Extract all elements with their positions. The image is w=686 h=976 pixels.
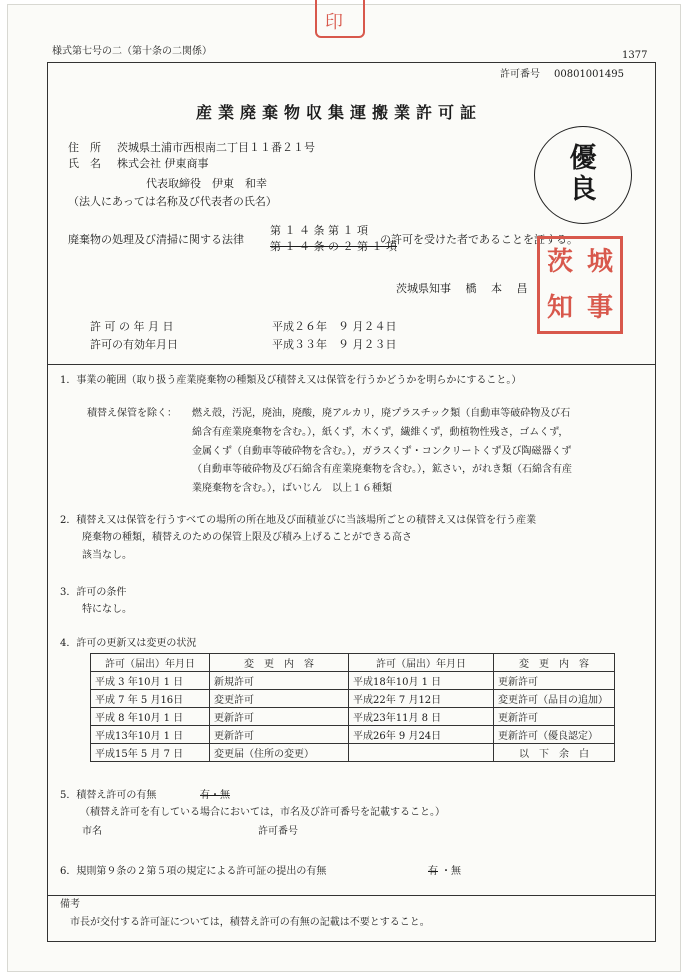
certificate-title: 産業廃棄物収集運搬業許可証 <box>196 103 483 122</box>
permit-date-label: 許 可 の 年 月 日 <box>90 320 174 333</box>
scope-line: 業廃棄物を含む。），ばいじん 以上１６種類 <box>192 483 392 494</box>
remarks-label: 備考 <box>60 899 80 910</box>
remarks-text: 市長が交付する許可証については，積替え許可の有無の記載は不要とすること。 <box>70 917 430 928</box>
table-cell: 変更許可（品目の追加） <box>494 690 615 708</box>
scope-line: 燃え殻，汚泥，廃油，廃酸，廃アルカリ，廃プラスチック類（自動車等破砕物及び石 <box>192 408 571 419</box>
table-cell: 更新許可 <box>210 726 349 744</box>
table-cell: 新規許可 <box>210 672 349 690</box>
section2-heading: 2．積替え又は保管を行うすべての場所の所在地及び面積並びに当該場所ごとの積替え又は保管を行う産業 <box>60 515 537 526</box>
permit-number-field-label: 許可番号 <box>258 826 298 837</box>
table-cell: 平成22年 7 月12日 <box>349 690 494 708</box>
section2-line2: 廃棄物の種類，積替えのための保管上限及び積み上げることができる高さ <box>82 532 412 543</box>
excellence-mark-line2: 良 <box>569 174 597 205</box>
table-row <box>91 672 615 690</box>
table-cell: 平成 8 年10月 1 日 <box>91 708 210 726</box>
table-cell <box>349 744 494 762</box>
permit-number: 00801001495 <box>554 69 624 80</box>
valid-until-label: 許可の有効年月日 <box>90 338 178 351</box>
table-header-row <box>91 654 615 672</box>
section3-value: 特になし。 <box>82 604 132 615</box>
section1-label: 積替え保管を除く： <box>87 408 177 419</box>
permit-number-label: 許可番号 <box>500 69 540 80</box>
section5-value: 有・無 <box>200 790 230 801</box>
name-label: 氏 名 <box>68 157 101 170</box>
table-cell: 変更届（住所の変更） <box>210 744 349 762</box>
table-cell: 更新許可（優良認定） <box>494 726 615 744</box>
table-cell: 平成18年10月 1 日 <box>349 672 494 690</box>
corporate-note: （法人にあっては名称及び代表者の氏名） <box>68 195 277 208</box>
table-cell: 平成13年10月 1 日 <box>91 726 210 744</box>
governor-seal <box>537 236 623 334</box>
table-cell: 変更許可 <box>210 690 349 708</box>
excellence-mark-line1: 優 <box>569 143 597 174</box>
law-article-struck: 第 １ ４ 条 の ２ 第 １ 項 <box>270 240 397 253</box>
section6-value-struck: 有 <box>428 866 438 877</box>
section2-value: 該当なし。 <box>82 550 132 561</box>
scope-line: （自動車等破砕物及び石綿含有産業廃棄物を含む。），鉱さい，がれき類（石綿含有産 <box>192 464 572 475</box>
table-cell: 平成15年 5 月 7 日 <box>91 744 210 762</box>
section6-heading: 6．規則第９条の２第５項の規定による許可証の提出の有無 <box>60 866 327 877</box>
top-seal-stamp: 印 <box>315 0 365 38</box>
scope-line: 金属くず（自動車等破砕物を含む。），ガラスくず・コンクリートくず及び陶磁器くず <box>192 446 572 457</box>
column-header: 変 更 内 容 <box>210 654 349 672</box>
table-row <box>91 690 615 708</box>
divider <box>47 895 656 896</box>
scope-line: 綿含有産業廃棄物を含む。），紙くず，木くず，繊維くず，動植物性残さ，ゴムくず， <box>192 427 569 438</box>
history-table <box>90 653 615 762</box>
table-cell: 平成26年 9 月24日 <box>349 726 494 744</box>
table-cell: 以 下 余 白 <box>494 744 615 762</box>
excellence-mark <box>534 126 632 224</box>
valid-until: 平成３３年 ９ 月２３日 <box>272 338 397 351</box>
table-cell: 更新許可 <box>210 708 349 726</box>
table-cell: 平成 3 年10月 1 日 <box>91 672 210 690</box>
table-cell: 更新許可 <box>494 708 615 726</box>
table-cell: 平成 7 年 5 月16日 <box>91 690 210 708</box>
column-header: 許可（届出）年月日 <box>349 654 494 672</box>
divider <box>47 364 656 365</box>
section5-note: （積替え許可を有している場合においては，市名及び許可番号を記載すること。） <box>80 807 445 818</box>
address-label: 住 所 <box>68 141 101 154</box>
table-cell: 更新許可 <box>494 672 615 690</box>
section4-heading: 4．許可の更新又は変更の状況 <box>60 638 197 649</box>
column-header: 変 更 内 容 <box>494 654 615 672</box>
section1-heading: 1．事業の範囲（取り扱う産業廃棄物の種類及び積替え又は保管を行うかどうかを明らかにすること。） <box>60 375 522 386</box>
seal-char: 茨 <box>546 247 573 277</box>
section3-heading: 3．許可の条件 <box>60 587 127 598</box>
column-header: 許可（届出）年月日 <box>91 654 210 672</box>
table-row <box>91 726 615 744</box>
section6-value: ・無 <box>441 866 461 877</box>
table-row <box>91 744 615 762</box>
section5-heading: 5．積替え許可の有無 <box>60 790 157 801</box>
seal-char: 城 <box>586 247 613 277</box>
table-cell: 平成23年11月 8 日 <box>349 708 494 726</box>
law-prefix: 廃棄物の処理及び清掃に関する法律 <box>68 233 244 246</box>
form-label: 様式第七号の二（第十条の二関係） <box>52 46 212 57</box>
seal-char: 知 <box>546 293 573 323</box>
city-label: 市名 <box>82 826 102 837</box>
permit-date: 平成２６年 ９ 月２４日 <box>272 320 397 333</box>
representative: 代表取締役 伊東 和幸 <box>146 177 267 190</box>
law-article: 第 １ ４ 条 第 １ 項 <box>270 224 368 237</box>
issuer: 茨城県知事 橋 本 昌 <box>396 282 528 295</box>
company-name: 株式会社 伊東商事 <box>117 157 209 170</box>
law-suffix: の許可を受けた者であることを証する。 <box>380 233 578 246</box>
page-number: 1377 <box>622 50 648 61</box>
address: 茨城県土浦市西根南二丁目１１番２１号 <box>117 141 315 154</box>
seal-char: 事 <box>586 293 613 323</box>
table-row <box>91 708 615 726</box>
